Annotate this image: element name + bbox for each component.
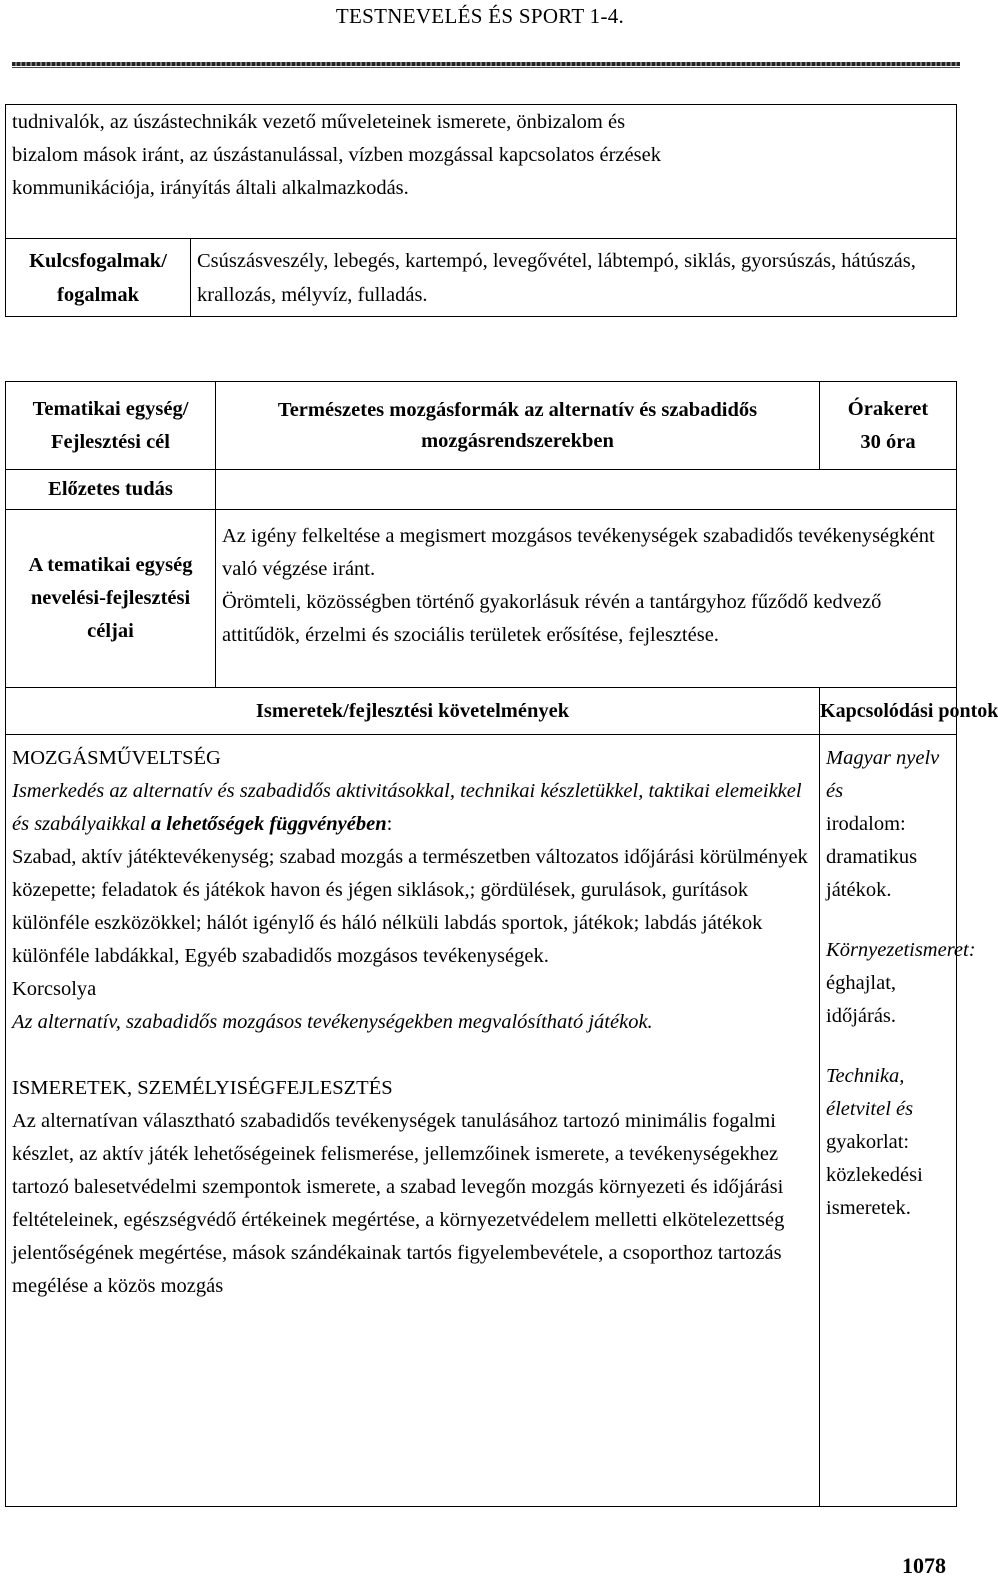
skating-label: Korcsolya bbox=[12, 978, 97, 1000]
key-concepts-label bbox=[6, 239, 191, 317]
continuation-table bbox=[5, 104, 957, 317]
goals-text-2: Örömteli, közösségben történő gyakorlásuk révén a tantárgyhoz fűződő kedvező attitűdök, érzelmi és szociális területek erősítése, fejlesztése. bbox=[222, 591, 882, 646]
section1-intro-italic: Ismerkedés az alternatív és szabadidős aktivitásokkal, technikai készletükkel, taktikai elemeikkel és szabályaikkal bbox=[12, 780, 802, 835]
conn2-text: éghajlat, időjárás. bbox=[826, 972, 897, 1027]
section1-text: Szabad, aktív játéktevékenység; szabad mozgás a természetben változatos időjárási körülmények közepette; feladatok és játékok havon és jégen siklások,; gördülések, gurulások, gurítások különféle eszközökkel; hálót igénylő és háló nélküli labdás sportok, játékok; labdás játékok különféle labdákkal, Egyéb szabadidős mozgásos tevékenységek. bbox=[12, 846, 808, 967]
section1-intro bbox=[12, 775, 813, 841]
requirements-header: Ismeretek/fejlesztési követelmények bbox=[6, 688, 820, 735]
hours-value: 30 óra bbox=[860, 430, 916, 453]
header-rule bbox=[12, 62, 960, 66]
unit-label bbox=[6, 382, 216, 470]
conn3-italic: Technika, életvitel és bbox=[826, 1065, 914, 1120]
section1-intro-bold: a lehetőségek függvényében bbox=[150, 813, 387, 835]
section2-title: ISMERETEK, SZEMÉLYISÉGFEJLESZTÉS bbox=[12, 1077, 393, 1099]
unit-title bbox=[216, 382, 820, 470]
requirements-content bbox=[6, 735, 820, 1507]
connections-header: Kapcsolódási pontok bbox=[820, 688, 957, 735]
unit-label-line1: Tematikai egység/ bbox=[32, 397, 189, 420]
section1-title: MOZGÁSMŰVELTSÉG bbox=[12, 747, 221, 769]
key-concepts-text bbox=[191, 239, 957, 317]
key-concepts-label-line1: Kulcsfogalmak/ bbox=[29, 249, 167, 272]
spacer bbox=[12, 1039, 813, 1072]
key-concepts-label-line2: fogalmak bbox=[57, 283, 139, 306]
spacer bbox=[826, 1033, 950, 1060]
connections-content bbox=[820, 735, 976, 1507]
goals-label-line1: A tematikai egység bbox=[28, 554, 193, 576]
prior-knowledge-label: Előzetes tudás bbox=[6, 470, 216, 510]
goals-text-1: Az igény felkeltése a megismert mozgásos tevékenységek szabadidős tevékenységként való végzése iránt. bbox=[222, 525, 935, 580]
hours-label: Órakeret bbox=[847, 397, 929, 420]
spacer bbox=[826, 907, 950, 934]
key-concepts-text-content: Csúszásveszély, lebegés, kartempó, levegővétel, lábtempó, siklás, gyorsúszás, hátúszás, krallozás, mélyvíz, fulladás. bbox=[197, 249, 916, 306]
running-header: TESTNEVELÉS ÉS SPORT 1-4. bbox=[335, 4, 625, 28]
section2-text: Az alternatívan választható szabadidős tevékenységek tanulásához tartozó minimális fogalmi készlet, az aktív játék lehetőségeinek felismerése, jellemzőinek ismerete, a tevékenységekhez tartozó balesetvédelmi szempontok ismerete, a szabad levegőn mozgás környezeti és időjárási feltételeinek, egészségvédő értékeinek megértése, a környezetvédelem melletti elkötelezettség jelentőségének megértése, mások szándékainak tartós figyelembevétele, a csoporthoz tartozás megélése a közös mozgás bbox=[12, 1110, 785, 1297]
goals-text bbox=[216, 510, 957, 688]
thematic-unit-table bbox=[5, 381, 998, 1507]
skating-italic: Az alternatív, szabadidős mozgásos tevékenységekben megvalósítható játékok. bbox=[12, 1011, 653, 1033]
goals-label-line3: céljai bbox=[87, 620, 134, 642]
conn3-text: gyakorlat: közlekedési ismeretek. bbox=[826, 1131, 923, 1219]
section1-intro-colon: : bbox=[386, 813, 393, 835]
continued-text bbox=[6, 105, 694, 239]
unit-title-text: Természetes mozgásformák az alternatív és szabadidős mozgásrendszerekben bbox=[277, 398, 758, 452]
unit-label-line2: Fejlesztési cél bbox=[51, 430, 170, 453]
goals-label bbox=[6, 510, 216, 688]
header-rule-thin bbox=[12, 67, 960, 68]
empty-cell bbox=[694, 105, 957, 239]
conn2-italic: Környezetismeret: bbox=[826, 939, 976, 961]
page-number: 1078 bbox=[902, 1553, 946, 1578]
conn1-text: irodalom: dramatikus játékok. bbox=[826, 813, 918, 901]
goals-label-line2: nevelési-fejlesztési bbox=[30, 587, 191, 609]
prior-knowledge-text bbox=[216, 470, 957, 510]
conn1-italic: Magyar nyelv és bbox=[826, 747, 940, 802]
continued-text-content: tudnivalók, az úszástechnikák vezető műveleteinek ismerete, önbizalom és bizalom mások iránt, az úszástanulással, vízben mozgással kapcsolatos érzések kommunikációja, irányítás általi alkalmazkodás. bbox=[12, 111, 661, 199]
hours-cell bbox=[820, 382, 957, 470]
